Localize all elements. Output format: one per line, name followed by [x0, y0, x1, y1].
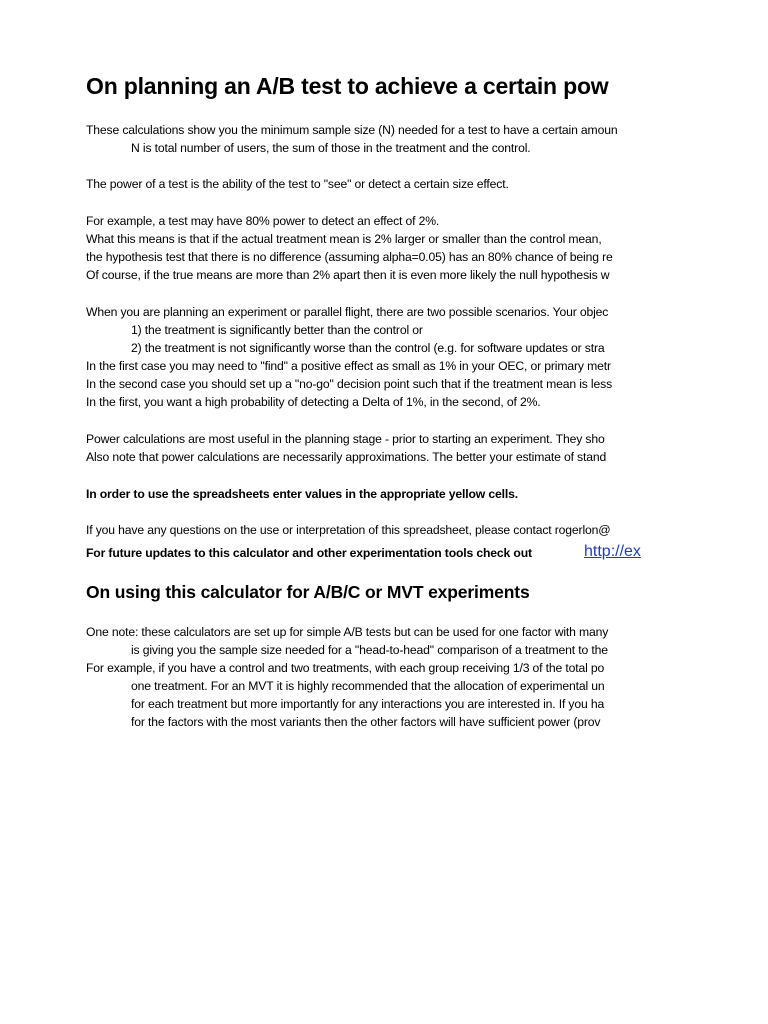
section-2-line-2: is giving you the sample size needed for a "head-to-head" comparison of a treatment to the [131, 643, 608, 657]
page-title: On planning an A/B test to achieve a certain pow [86, 73, 609, 99]
intro-line-6: the hypothesis test that there is no difference (assuming alpha=0.05) has an 80% chance of being re [86, 250, 613, 264]
section-2-line-1: One note: these calculators are set up for simple A/B tests but can be used for one factor with many [86, 625, 609, 639]
section-2-line-6: for the factors with the most variants then the other factors will have sufficient power (prov [131, 715, 601, 729]
updates-link[interactable]: http://ex [584, 543, 641, 560]
section-2-line-3: For example, if you have a control and two treatments, with each group receiving 1/3 of the total po [86, 661, 605, 675]
section-2-line-4: one treatment. For an MVT it is highly recommended that the allocation of experimental un [131, 679, 605, 693]
intro-line-2: N is total number of users, the sum of those in the treatment and the control. [131, 141, 531, 155]
intro-line-5: What this means is that if the actual treatment mean is 2% larger or smaller than the control mean, [86, 232, 602, 246]
intro-line-1: These calculations show you the minimum sample size (N) needed for a test to have a certain amoun [86, 123, 618, 137]
section-2-line-5: for each treatment but more importantly for any interactions you are interested in. If you ha [131, 697, 605, 711]
intro-line-7: Of course, if the true means are more than 2% apart then it is even more likely the null hypothesis w [86, 268, 610, 282]
notes-line-2: Also note that power calculations are necessarily approximations. The better your estimate of stand [86, 450, 607, 464]
intro-line-4: For example, a test may have 80% power to detect an effect of 2%. [86, 214, 440, 228]
scenarios-line-4: In the first, you want a high probability of detecting a Delta of 1%, in the second, of 2%. [86, 395, 541, 409]
intro-line-3: The power of a test is the ability of the test to "see" or detect a certain size effect. [86, 177, 509, 191]
scenarios-line-1: When you are planning an experiment or parallel flight, there are two possible scenarios. Your objec [86, 305, 609, 319]
notes-line-1: Power calculations are most useful in the planning stage - prior to starting an experiment. They sho [86, 432, 605, 446]
scenario-item-1: 1) the treatment is significantly better than the control or [131, 323, 423, 337]
scenarios-line-2: In the first case you may need to "find" a positive effect as small as 1% in your OEC, or primary metr [86, 359, 611, 373]
notes-line-5: For future updates to this calculator and other experimentation tools check out [86, 546, 532, 560]
scenario-item-2: 2) the treatment is not significantly worse than the control (e.g. for software updates or stra [131, 341, 605, 355]
scenarios-line-3: In the second case you should set up a "no-go" decision point such that if the treatment mean is less [86, 377, 613, 391]
notes-line-4: If you have any questions on the use or interpretation of this spreadsheet, please contact rogerlon@ [86, 523, 611, 537]
notes-line-3: In order to use the spreadsheets enter values in the appropriate yellow cells. [86, 487, 518, 501]
section-2-title: On using this calculator for A/B/C or MVT experiments [86, 582, 530, 602]
